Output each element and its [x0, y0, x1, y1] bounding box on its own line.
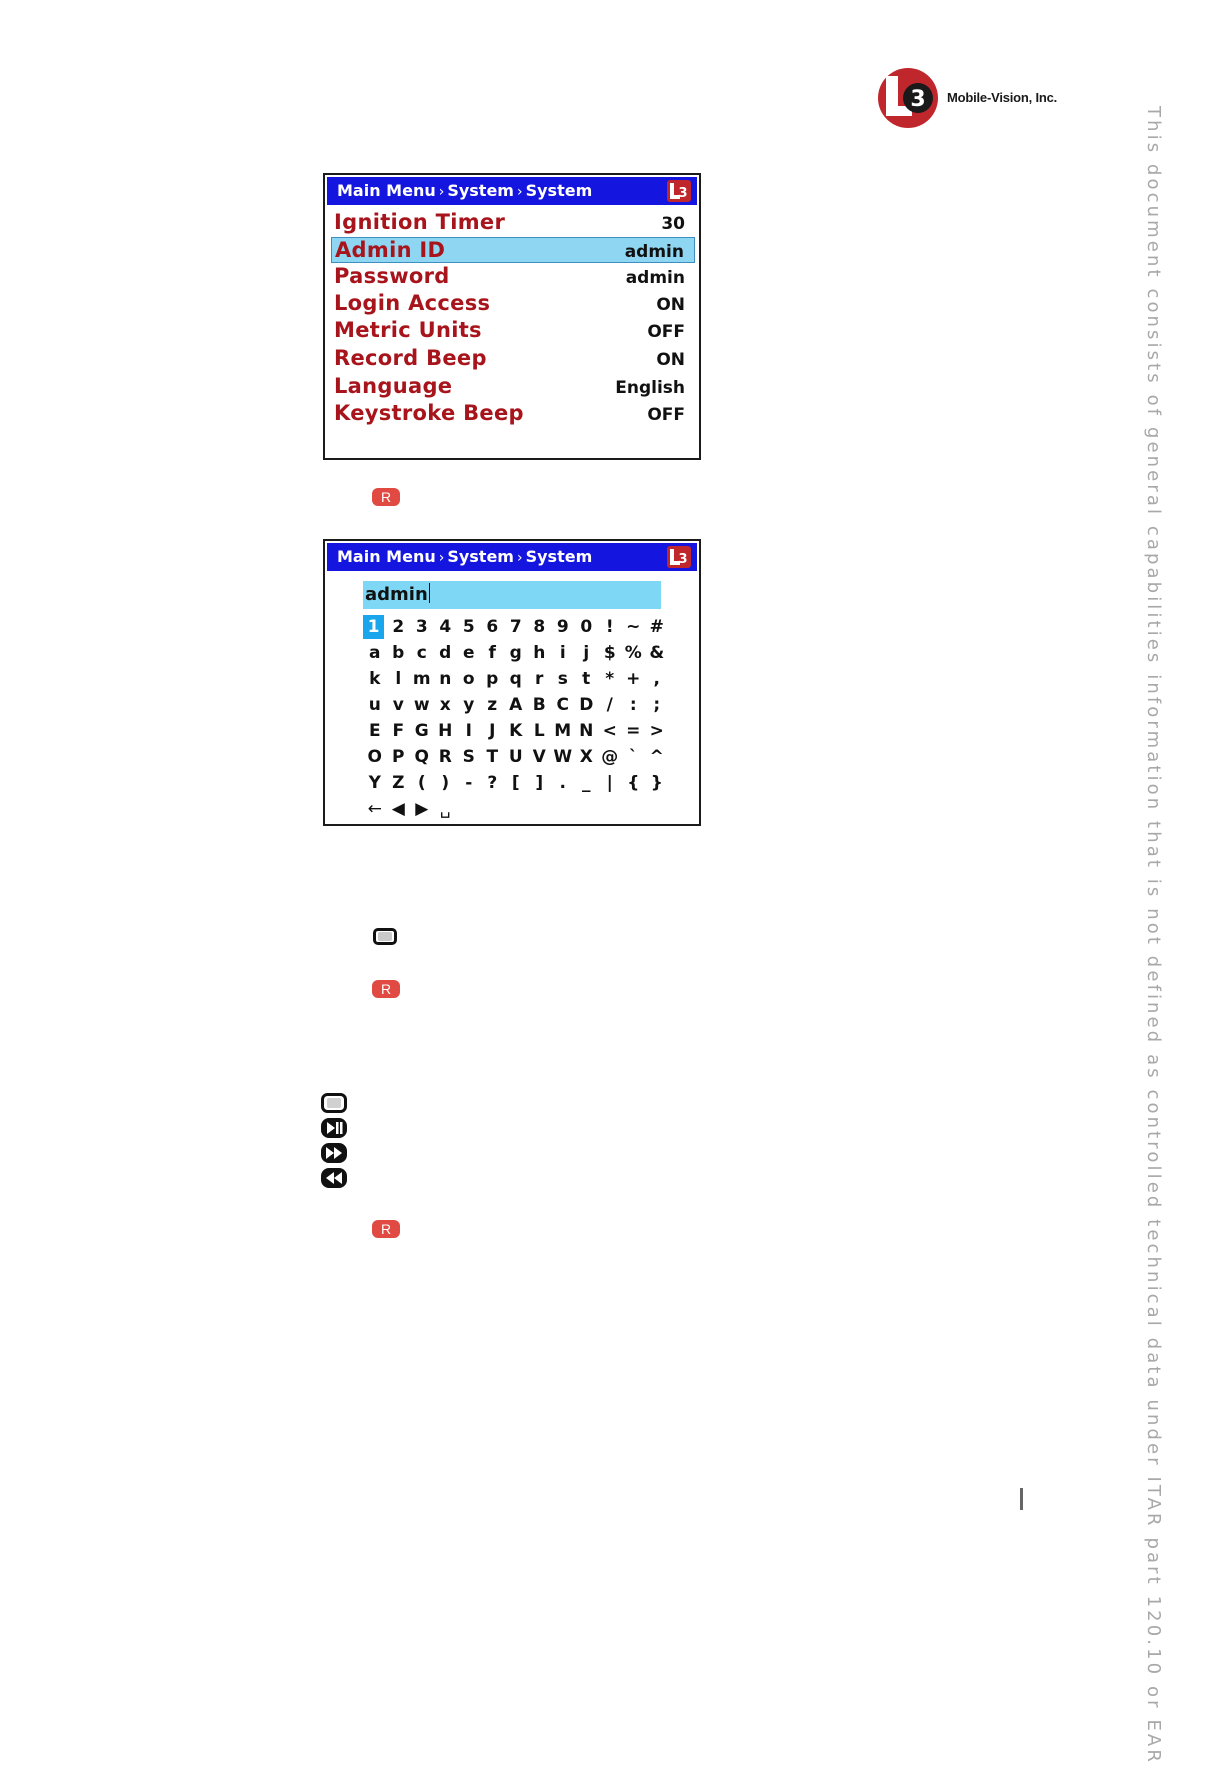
cursor-left-icon[interactable]: ◀ — [391, 799, 405, 819]
keyboard-key[interactable]: Z — [392, 773, 405, 793]
admin-id-input[interactable] — [363, 581, 661, 609]
keyboard-key[interactable]: _ — [582, 773, 591, 793]
menu-row-value: ON — [656, 350, 685, 370]
l3-logo-icon — [876, 66, 942, 130]
keyboard-key[interactable]: e — [462, 643, 475, 663]
company-name: Mobile-Vision, Inc. — [947, 90, 1058, 105]
keyboard-key[interactable]: 0 — [580, 617, 593, 637]
keyboard-key[interactable]: a — [369, 643, 381, 663]
keyboard-key[interactable]: u — [368, 695, 381, 715]
breadcrumb-system: System — [447, 547, 514, 566]
menu-row-metric-units[interactable] — [331, 318, 695, 344]
keyboard-key[interactable]: E — [368, 721, 381, 741]
keyboard-key[interactable]: | — [606, 773, 613, 793]
record-button[interactable]: R — [372, 488, 400, 506]
record-button[interactable]: R — [372, 980, 400, 998]
keyboard-key[interactable]: g — [509, 643, 522, 663]
keyboard-key[interactable]: < — [602, 721, 617, 741]
keyboard-key[interactable]: ; — [653, 695, 661, 715]
keyboard-key[interactable]: O — [367, 747, 382, 767]
keyboard-key[interactable]: ( — [417, 773, 426, 793]
record-button[interactable]: R — [372, 1220, 400, 1238]
keyboard-key[interactable]: ^ — [649, 747, 664, 767]
keyboard-key[interactable]: o — [462, 669, 475, 689]
keyboard-key[interactable]: } — [650, 773, 663, 793]
menu-row-label: Admin ID — [335, 238, 446, 262]
keyboard-key[interactable]: W — [553, 747, 573, 767]
menu-row-value: English — [615, 378, 685, 398]
system-menu-screen — [323, 173, 701, 460]
menu-row-value: 30 — [661, 214, 685, 234]
keyboard-key[interactable]: h — [533, 643, 546, 663]
text-cursor — [429, 583, 430, 603]
watermark-text: This document consists of general capabilities information that is not defined as controlled technical data under ITAR part 120.10 or EAR — [1143, 106, 1164, 1765]
keyboard-key[interactable]: T — [486, 747, 499, 767]
keyboard-key[interactable]: U — [508, 747, 523, 767]
keyboard-key[interactable]: i — [559, 643, 566, 663]
space-icon[interactable]: ␣ — [439, 799, 451, 819]
breadcrumb-main-menu: Main Menu — [337, 547, 436, 566]
keyboard-key[interactable]: c — [416, 643, 427, 663]
keyboard-key[interactable]: M — [554, 721, 572, 741]
keyboard-key[interactable]: ] — [535, 773, 544, 793]
keyboard-key[interactable]: ` — [629, 747, 638, 767]
keyboard-key[interactable]: 8 — [533, 617, 546, 637]
menu-row-ignition-timer[interactable] — [331, 210, 695, 236]
menu-row-label: Metric Units — [334, 318, 482, 342]
keyboard-key[interactable]: C — [556, 695, 569, 715]
input-text: admin — [365, 584, 428, 605]
keyboard-key[interactable]: A — [509, 695, 523, 715]
l3-badge-icon — [667, 546, 691, 568]
chevron-right-icon: › — [516, 184, 523, 200]
keyboard-key[interactable]: / — [606, 695, 613, 715]
keyboard-key[interactable]: V — [532, 747, 546, 767]
keyboard-key[interactable]: G — [414, 721, 429, 741]
keyboard-key[interactable]: 6 — [486, 617, 499, 637]
svg-text:3: 3 — [678, 552, 688, 567]
rewind-icon — [321, 1168, 347, 1188]
stop-button-icon[interactable] — [373, 928, 397, 945]
menu-row-value: OFF — [647, 405, 685, 425]
menu-row-value: ON — [656, 295, 685, 315]
keyboard-key[interactable]: % — [624, 643, 642, 663]
keyboard-key[interactable]: N — [579, 721, 594, 741]
svg-text:3: 3 — [678, 186, 688, 201]
keyboard-key[interactable]: j — [583, 643, 590, 663]
keyboard-key[interactable]: & — [649, 643, 665, 663]
svg-text:3: 3 — [910, 87, 926, 112]
keyboard-key[interactable]: ? — [487, 773, 498, 793]
breadcrumb — [337, 547, 592, 566]
keyboard-key[interactable]: z — [487, 695, 498, 715]
keyboard-key[interactable]: 1 — [363, 615, 384, 639]
keyboard-key[interactable]: . — [559, 773, 566, 793]
keyboard-key[interactable]: 2 — [392, 617, 405, 637]
text-entry-screen — [323, 539, 701, 826]
keyboard-key[interactable]: w — [413, 695, 430, 715]
menu-row-label: Ignition Timer — [334, 210, 506, 234]
cursor-right-icon[interactable]: ▶ — [415, 799, 429, 819]
screen-header — [327, 177, 697, 205]
chevron-right-icon: › — [438, 184, 445, 200]
menu-row-label: Password — [334, 264, 450, 288]
chevron-right-icon: › — [516, 550, 523, 566]
backspace-icon[interactable]: ← — [367, 799, 382, 819]
page-number-rule — [1020, 1488, 1023, 1510]
keyboard-key[interactable]: # — [649, 617, 664, 637]
keyboard-key[interactable]: $ — [603, 643, 616, 663]
breadcrumb-system-current: System — [525, 547, 593, 566]
keyboard-key[interactable]: y — [463, 695, 475, 715]
keyboard-key[interactable]: x — [439, 695, 451, 715]
menu-row-value: admin — [624, 242, 684, 262]
keyboard-key[interactable]: t — [582, 669, 591, 689]
keyboard-key[interactable]: 5 — [462, 617, 475, 637]
chevron-right-icon: › — [438, 550, 445, 566]
menu-row-label: Keystroke Beep — [334, 401, 524, 425]
keyboard-key[interactable]: ) — [441, 773, 450, 793]
keyboard-key[interactable]: k — [369, 669, 381, 689]
keyboard-key[interactable]: m — [412, 669, 431, 689]
keyboard-key[interactable]: B — [532, 695, 546, 715]
admin-id-input-value — [365, 583, 430, 605]
keyboard-key[interactable]: X — [579, 747, 593, 767]
keyboard-key[interactable]: @ — [601, 747, 619, 767]
keyboard-key[interactable]: [ — [511, 773, 520, 793]
keyboard-key[interactable]: Y — [368, 773, 381, 793]
keyboard-key[interactable]: { — [627, 773, 640, 793]
breadcrumb-system-current: System — [525, 181, 593, 200]
breadcrumb-main-menu: Main Menu — [337, 181, 436, 200]
menu-row-admin-id[interactable] — [331, 237, 695, 263]
menu-row-password[interactable] — [331, 264, 695, 290]
keyboard-key[interactable]: - — [465, 773, 473, 793]
keyboard-key[interactable]: P — [392, 747, 405, 767]
keyboard-key[interactable]: b — [392, 643, 405, 663]
breadcrumb-system: System — [447, 181, 514, 200]
keyboard-key[interactable]: Q — [414, 747, 429, 767]
menu-row-value: admin — [625, 268, 685, 288]
menu-row-keystroke-beep[interactable] — [331, 401, 695, 427]
keyboard-key[interactable]: d — [439, 643, 452, 663]
keyboard-key[interactable]: L — [533, 721, 545, 741]
keyboard-key[interactable]: = — [626, 721, 641, 741]
play-pause-icon — [321, 1118, 347, 1138]
keyboard-key[interactable]: p — [486, 669, 499, 689]
keyboard-key[interactable]: > — [649, 721, 664, 741]
keyboard-key[interactable]: ! — [605, 617, 614, 637]
keyboard-key[interactable]: * — [605, 669, 615, 689]
keyboard-key[interactable]: 4 — [439, 617, 452, 637]
keyboard-key[interactable]: l — [395, 669, 402, 689]
company-logo — [876, 66, 1076, 130]
breadcrumb — [337, 181, 592, 200]
l3-badge-icon — [667, 180, 691, 202]
menu-row-record-beep[interactable] — [331, 346, 695, 372]
keyboard-key[interactable]: I — [465, 721, 472, 741]
keyboard-key[interactable]: D — [579, 695, 594, 715]
menu-row-label: Language — [334, 374, 453, 398]
menu-row-label: Record Beep — [334, 346, 487, 370]
keyboard-key[interactable]: n — [439, 669, 452, 689]
menu-row-login-access[interactable] — [331, 291, 695, 317]
menu-row-value: OFF — [647, 322, 685, 342]
screen-header — [327, 543, 697, 571]
keyboard-key[interactable]: v — [392, 695, 404, 715]
fast-forward-icon — [321, 1143, 347, 1163]
keyboard-key[interactable]: R — [438, 747, 452, 767]
keyboard-key[interactable]: f — [488, 643, 496, 663]
keyboard-key[interactable]: K — [509, 721, 523, 741]
keyboard-key[interactable]: 9 — [556, 617, 569, 637]
keyboard-key[interactable]: H — [438, 721, 453, 741]
keyboard-key[interactable]: F — [392, 721, 405, 741]
keyboard-key[interactable]: ~ — [626, 617, 641, 637]
stop-icon — [321, 1093, 347, 1113]
keyboard-key[interactable]: : — [629, 695, 637, 715]
itar-watermark — [1138, 106, 1164, 1765]
keyboard-key[interactable]: , — [653, 669, 660, 689]
keyboard-key[interactable]: s — [557, 669, 568, 689]
keyboard-key[interactable]: 7 — [509, 617, 522, 637]
keyboard-key[interactable]: q — [509, 669, 522, 689]
menu-row-language[interactable] — [331, 374, 695, 400]
keyboard-key[interactable]: S — [462, 747, 475, 767]
keyboard-key[interactable]: r — [535, 669, 544, 689]
keyboard-key[interactable]: J — [489, 721, 496, 741]
keyboard-key[interactable]: + — [626, 669, 641, 689]
menu-row-label: Login Access — [334, 291, 491, 315]
keyboard-key[interactable]: 3 — [415, 617, 428, 637]
